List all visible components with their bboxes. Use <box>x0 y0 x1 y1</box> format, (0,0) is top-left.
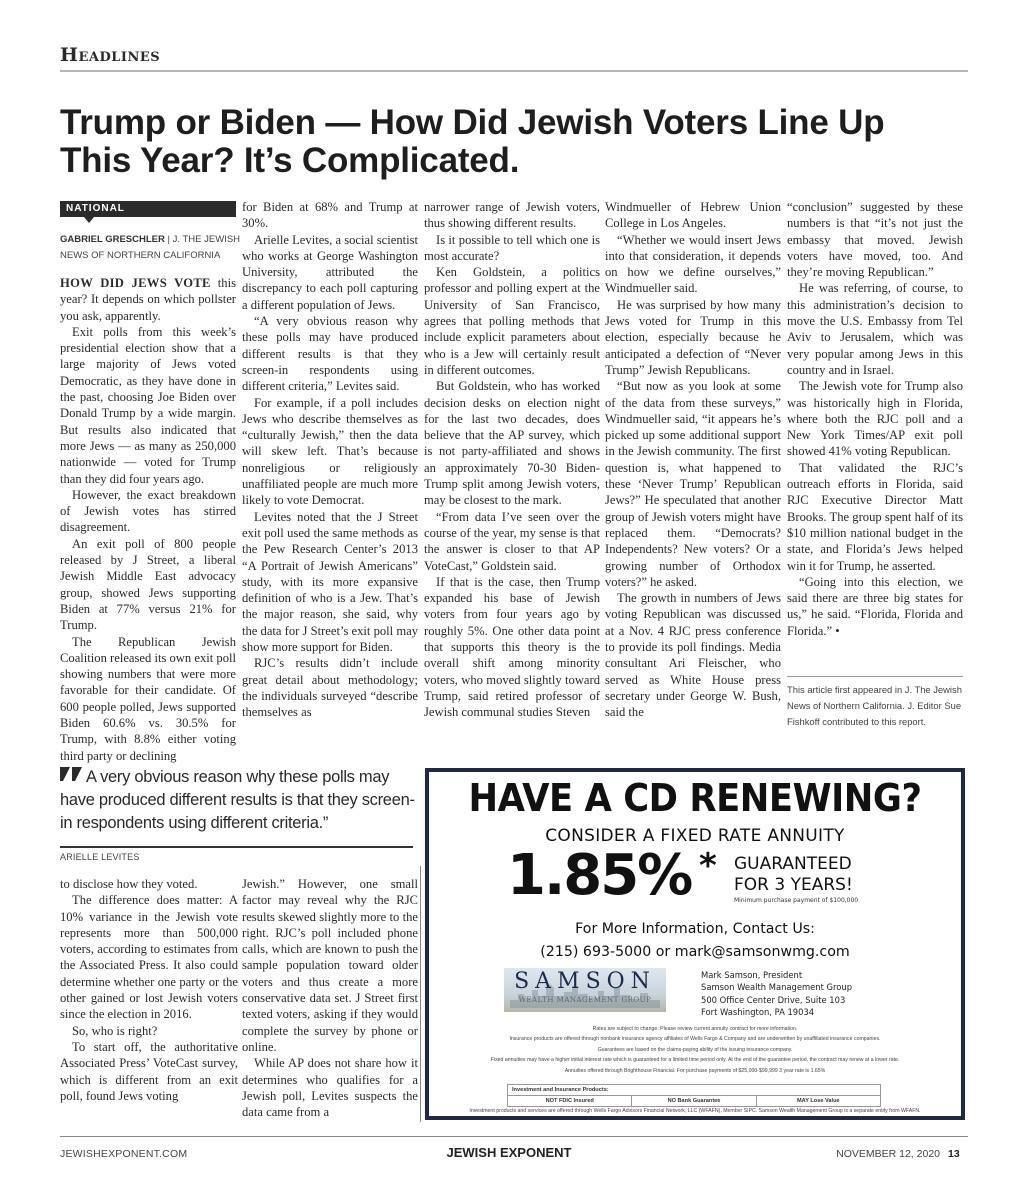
page-number: 13 <box>948 1148 960 1160</box>
disclaimer-line: Fixed annuities may have a higher initial interest rate which is guaranteed for a limited time period only. At the end of the guarantee period, the contract may renew at a lower rate. <box>490 1057 900 1064</box>
ad-footer-disclaimer: Investment products and services are offered through Wells Fargo Advisors Financial Network, LLC (WFAFN), Member SIPC. Samson Wealth Management Group is a separate entity from WFAFN. <box>469 1108 921 1114</box>
pull-quote-text: A very obvious reason why these polls may have produced different results is that they screen-in respondents using different criteria.” <box>60 768 415 832</box>
paragraph: But Goldstein, who has worked decision desks on election night for the last two decades, does believe that the AP survey, which is not party-affiliated and shows an approximately 70-30 Biden-Trump split among Jewish voters, may be closest to the mark. <box>424 379 600 508</box>
address-line: Samson Wealth Management Group <box>701 982 853 993</box>
paragraph: An exit poll of 800 people released by J Street, a liberal Jewish Middle East advocacy group, showed Jews supporting Biden at 77% versus 21% for Trump. <box>60 536 236 633</box>
byline-author: GABRIEL GRESCHLER <box>60 234 165 245</box>
paragraph: He was surprised by how many Jews voted for Trump in this election, especially because he anticipated a defection of “Never Trump” Jewish Republicans. <box>605 297 781 377</box>
paragraph: “Going into this election, we said there are three big states for us,” he said. “Florida, Florida and Florida.” • <box>787 574 963 638</box>
ad-address <box>701 969 852 1019</box>
ad-rate-asterisk: * <box>699 846 717 886</box>
article-column-4 <box>605 199 781 721</box>
paragraph: to disclose how they voted. <box>60 877 198 891</box>
article-column-3 <box>424 199 600 721</box>
column-divider <box>420 866 421 1122</box>
paragraph: Levites noted that the J Street exit poll used the same methods as the Pew Research Center’s 2013 “A Portrait of Jewish Americans” study, with its more expansive definition of who is a Jew. That’s the major reason, she said, why the data for J Street’s exit poll may show more support for Biden. <box>242 509 418 655</box>
footer-website[interactable]: JEWISHEXPONENT.COM <box>60 1148 188 1160</box>
ad-subtitle: CONSIDER A FIXED RATE ANNUITY <box>545 826 845 846</box>
section-heading: Headlines <box>60 44 161 66</box>
ad-guarantee-line-2: FOR 3 YEARS! <box>734 875 853 895</box>
ad-contact-details[interactable]: (215) 693-5000 or mark@samsonwmg.com <box>540 944 850 960</box>
article-column-2 <box>242 199 418 721</box>
article-column-6 <box>60 876 238 1104</box>
section-divider <box>60 70 968 72</box>
article-column-5 <box>787 199 963 639</box>
paragraph: So, who is right? <box>72 1023 158 1038</box>
annuity-advertisement[interactable] <box>425 768 965 1120</box>
paragraph: “Whether we would insert Jews into that consideration, it depends on how we define ourselves,” Windmueller said. <box>605 232 781 296</box>
paragraph: The Republican Jewish Coalition released its own exit poll showing numbers that were more favorable for their candidate. Of 600 people polled, Jews supported Biden 60.6% vs. 30.5% for Trump, with 8.8% either voting third party or declining <box>60 634 236 763</box>
logo-tagline: WEALTH MANAGEMENT GROUP <box>518 996 652 1004</box>
paragraph: If that is the case, then Trump expanded his base of Jewish voters from four years ago by roughly 5%. One other data point that supports this theory is the overall shift among minority voters, who moved slightly toward Trump, said retired professor of Jewish communal studies Steven <box>424 574 600 720</box>
paragraph: “But now as you look at some of the data from these surveys,” Windmueller said, “it appears he’s picked up some additional support in the Jewish community. The first question is, what happened to these ‘Never Trump’ Republican Jews?” He speculated that another group of Jewish voters might have replaced them. “Democrats? Independents? New voters? Or a growing number of Orthodox voters?” he asked. <box>605 379 781 589</box>
byline <box>60 232 240 264</box>
disclaimer-line: Annuities offered through Brighthouse Financial. For purchase payments of $25,000-$99,999 3 year rate is 1.65% <box>564 1067 826 1074</box>
paragraph: To start off, the authoritative Associated Press’ VoteCast survey, which is different from an exit poll, found Jews voting <box>60 1039 238 1103</box>
disclaimer-line: Guarantees are based on the claims-paying ability of the issuing insurance company. <box>597 1046 793 1053</box>
lead-in: HOW DID JEWS VOTE <box>60 276 211 290</box>
paragraph: “conclusion” suggested by these numbers is that “it’s not just the embassy that moved. Jewish voters have moved, too. And they’re moving Republican.” <box>787 200 963 280</box>
address-line: Fort Washington, PA 19034 <box>701 1007 815 1018</box>
table-cell: NOT FDIC Insured <box>508 1096 632 1107</box>
paragraph-text: this year? It depends on which pollster you ask, apparently. <box>60 276 236 323</box>
paragraph: Is it possible to tell which one is most accurate? <box>424 232 600 263</box>
footer-publication: JEWISH EXPONENT <box>446 1145 572 1160</box>
byline-separator: | <box>167 234 173 245</box>
paragraph: For example, if a poll includes Jews who describe themselves as “culturally Jewish,” then the data will skew left. That’s because nonreligious or religiously unaffiliated people are much more likely to vote Democrat. <box>242 395 418 508</box>
paragraph: The Jewish vote for Trump also was historically high in Florida, where both the RJC poll and a New York Times/AP exit poll showed 41% voting Republican. <box>787 379 963 459</box>
paragraph: While AP does not share how it determines who qualifies for a Jewish poll, Levites suspects the data came from a <box>242 1056 418 1120</box>
article-footnote: This article first appeared in J. The Jewish News of Northern California. J. Editor Sue Fishkoff contributed to this report. <box>787 684 962 727</box>
address-line: 500 Office Center Drive, Suite 103 <box>701 994 846 1005</box>
article-headline: Trump or Biden — How Did Jewish Voters Line Up This Year? It’s Complicated. <box>60 103 885 180</box>
pull-quote-divider <box>60 846 413 848</box>
disclaimer-line: Rates are subject to change. Please review current annuity contract for more information. <box>592 1026 798 1032</box>
table-cell: NO Bank Guarantee <box>632 1096 756 1107</box>
ad-rate: 1.85% <box>507 843 692 908</box>
ad-minimum-purchase: Minimum purchase payment of $100,000 <box>734 897 859 904</box>
quote-mark-icon <box>60 767 84 781</box>
table-header: Investment and Insurance Products: <box>508 1085 881 1096</box>
ad-guarantee-line-1: GUARANTEED <box>734 854 852 874</box>
paragraph: Exit polls from this week’s presidential election show that a large majority of Jews voted Democratic, as they have done in the past, choosing Joe Biden over Donald Trump by a wide margin. But results also indicated that more Jews — as many as 250,000 nationwide — voted for Trump than they did four years ago. <box>60 324 236 486</box>
footer-divider <box>60 1136 968 1137</box>
paragraph: That validated the RJC’s outreach efforts in Florida, said RJC Executive Director Matt Brooks. The group spent half of its $10 million national budget in the state, and Florida’s Jews helped win it for Trump, he asserted. <box>787 460 963 573</box>
paragraph: Arielle Levites, a social scientist who works at George Washington University, attributed the discrepancy to each poll capturing a different population of Jews. <box>242 232 419 312</box>
table-row <box>508 1096 881 1107</box>
pull-quote-attribution: ARIELLE LEVITES <box>60 852 140 862</box>
ad-guarantee <box>734 854 853 896</box>
address-line: Mark Samson, President <box>701 970 803 980</box>
paragraph: Ken Goldstein, a politics professor and polling expert at the University of San Francisco, agrees that polling methods that include explicit parameters about who is a Jew will certainly result in different outcomes. <box>424 265 600 377</box>
category-kicker: NATIONAL <box>60 201 236 217</box>
pull-quote <box>60 766 420 835</box>
samson-logo <box>504 968 666 1012</box>
article-column-7 <box>242 876 418 1120</box>
paragraph: The difference does matter: A 10% variance in the Jewish vote represents more than 500,000 voters, according to estimates from the Associated Press. It also could determine whether one party or the other gained or lost Jewish voters since the election in 2016. <box>60 893 238 1022</box>
paragraph: narrower range of Jewish voters, thus showing different results. <box>424 200 600 231</box>
paragraph: “A very obvious reason why these polls may have produced different results is that they screen-in respondents using different criteria,” Levites said. <box>242 314 418 394</box>
table-cell: MAY Lose Value <box>756 1096 880 1107</box>
paragraph: He was referring, of course, to this administration’s decision to move the U.S. Embassy from Tel Aviv to Jerusalem, which was very popular among Jews in this country and in Israel. <box>787 281 963 377</box>
article-column-1 <box>60 275 236 764</box>
paragraph: RJC’s results didn’t include great detail about methodology; the individuals surveyed “describe themselves as <box>242 656 418 720</box>
paragraph: However, the exact breakdown of Jewish votes has stirred disagreement. <box>60 487 236 535</box>
logo-name: SAMSON <box>514 969 656 994</box>
byline-source: J. THE JEWISH NEWS OF NORTHERN CALIFORNIA <box>60 234 241 261</box>
paragraph <box>60 275 236 324</box>
paragraph: The growth in numbers of Jews voting Republican was discussed at a Nov. 4 RJC press conference to provide its poll findings. Media consultant Ari Fleischer, who served as White House press secretary under George W. Bush, said the <box>605 591 781 720</box>
footnote-divider <box>787 676 963 677</box>
insurance-products-table <box>507 1084 881 1107</box>
ad-title: HAVE A CD RENEWING? <box>468 776 922 820</box>
kicker-pointer <box>84 217 94 223</box>
ad-contact-heading: For More Information, Contact Us: <box>575 921 815 937</box>
ad-contact <box>429 918 961 964</box>
paragraph: Jewish.” However, one small factor may reveal why the RJC results skewed slightly more to the right. RJC’s poll included phone calls, which are known to push the sample population toward older voters and thus create a more conservative data set. J Street first texted voters, asking if they would complete the survey by phone or online. <box>242 877 418 1054</box>
paragraph: “From data I’ve seen over the course of the year, my sense is that the answer is closer to that AP VoteCast,” Goldstein said. <box>424 509 600 573</box>
disclaimer-line: Insurance products are offered through nonbank insurance agency affiliates of Wells Fargo & Company and are underwritten by unaffiliated insurance companies. <box>509 1036 881 1043</box>
ad-disclaimers <box>435 1024 955 1076</box>
paragraph: Windmueller of Hebrew Union College in Los Angeles. <box>605 200 781 231</box>
table-row <box>508 1085 881 1096</box>
footer-date: NOVEMBER 12, 2020 <box>836 1148 940 1160</box>
paragraph: for Biden at 68% and Trump at 30%. <box>242 200 418 231</box>
